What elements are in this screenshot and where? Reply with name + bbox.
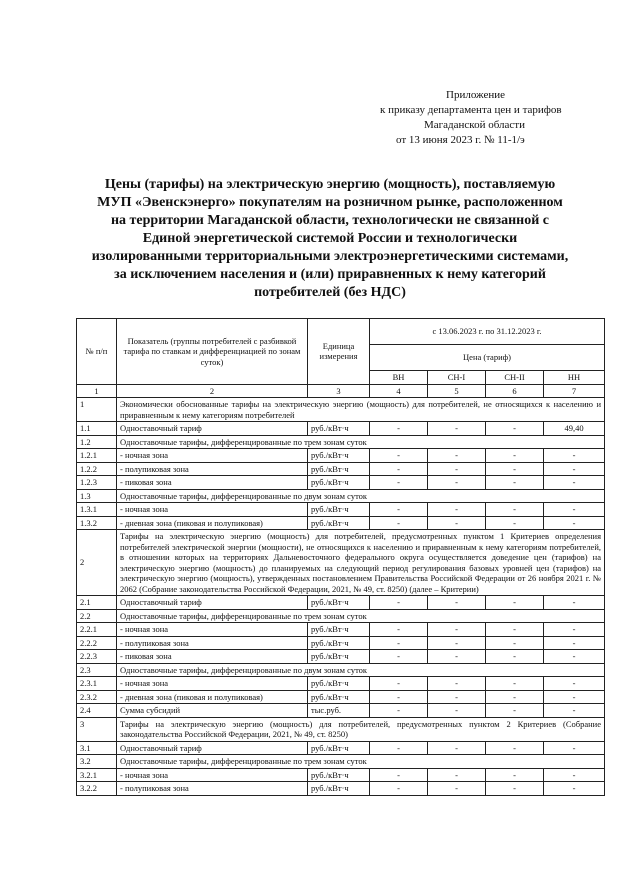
cell-sn2: - bbox=[486, 596, 544, 610]
row-number: 2 bbox=[77, 530, 117, 596]
cell-sn2: - bbox=[486, 462, 544, 476]
row-number: 3.2.2 bbox=[77, 782, 117, 796]
cell-sn1: - bbox=[428, 690, 486, 704]
row-number: 3.2.1 bbox=[77, 768, 117, 782]
cell-vn: - bbox=[370, 462, 428, 476]
cell-sn1: - bbox=[428, 782, 486, 796]
row-number: 1.2 bbox=[77, 435, 117, 449]
row-indicator: Одноставочные тарифы, дифференцированные по трем зонам суток bbox=[117, 609, 605, 623]
title-line-3: на территории Магаданской области, технологически не связанной с bbox=[110, 213, 550, 228]
cell-sn1: - bbox=[428, 596, 486, 610]
row-number: 2.2.2 bbox=[77, 636, 117, 650]
table-row bbox=[77, 476, 605, 490]
table-row bbox=[77, 516, 605, 530]
row-indicator: Одноставочные тарифы, дифференцированные по трем зонам суток bbox=[117, 755, 605, 769]
row-unit: руб./кВт·ч bbox=[308, 741, 370, 755]
cell-sn2: - bbox=[486, 636, 544, 650]
row-number: 2.3.1 bbox=[77, 677, 117, 691]
appendix-block bbox=[380, 88, 620, 148]
table-row bbox=[77, 489, 605, 503]
cell-sn2: - bbox=[486, 476, 544, 490]
row-indicator: Тарифы на электрическую энергию (мощность) для потребителей, предусмотренных пунктом 1 Критериев определения потребителей электрической энергии (мощности), не относящихся к населению и приравненным к нему категориям потребителей, в отношении которых на территориях Дальневосточного федерального округа осуществляется доведение цен (тарифов) на электрическую энергию (мощность) до планируемых на следующий период регулирования базовых уровней цен (тарифов) на электрическую энергию (мощность), утвержденных постановлением Правительства Российской Федерации от 26 ноября 2021 г. № 2062 (Собрание законодательства Российской Федерации, 2021, № 49, ст. 8250) (далее – Критерии) bbox=[117, 530, 605, 596]
row-indicator: - дневная зона (пиковая и полупиковая) bbox=[117, 516, 308, 530]
row-unit: тыс.руб. bbox=[308, 704, 370, 718]
row-unit: руб./кВт·ч bbox=[308, 623, 370, 637]
row-indicator: Одноставочный тариф bbox=[117, 741, 308, 755]
title-line-7: потребителей (без НДС) bbox=[254, 285, 406, 300]
row-indicator: Тарифы на электрическую энергию (мощность) для потребителей, предусмотренных пунктом 2 Критериев (Собрание законодательства Российской Федерации, 2021, № 49, ст. 8250) bbox=[117, 717, 605, 741]
cell-nn: - bbox=[544, 636, 605, 650]
cell-vn: - bbox=[370, 516, 428, 530]
row-number: 1.3.1 bbox=[77, 503, 117, 517]
table-row bbox=[77, 717, 605, 741]
cell-vn: - bbox=[370, 623, 428, 637]
cell-sn1: - bbox=[428, 476, 486, 490]
title-line-5: изолированными территориальными электроэнергетическими системами, bbox=[91, 249, 569, 264]
table-row bbox=[77, 677, 605, 691]
row-indicator: - полупиковая зона bbox=[117, 636, 308, 650]
cell-sn2: - bbox=[486, 422, 544, 436]
row-unit: руб./кВт·ч bbox=[308, 782, 370, 796]
row-indicator: Экономически обоснованные тарифы на электрическую энергию (мощность) для потребителей, не относящихся к населению и приравненным к нему категориям потребителей bbox=[117, 398, 605, 422]
row-unit: руб./кВт·ч bbox=[308, 596, 370, 610]
row-indicator: - ночная зона bbox=[117, 623, 308, 637]
cell-sn2: - bbox=[486, 704, 544, 718]
cell-sn1: - bbox=[428, 449, 486, 463]
cell-vn: - bbox=[370, 503, 428, 517]
table-row bbox=[77, 596, 605, 610]
cell-sn2: - bbox=[486, 782, 544, 796]
row-unit: руб./кВт·ч bbox=[308, 636, 370, 650]
colnum-1: 1 bbox=[77, 384, 117, 398]
cell-sn1: - bbox=[428, 516, 486, 530]
table-row bbox=[77, 741, 605, 755]
table-row bbox=[77, 663, 605, 677]
cell-vn: - bbox=[370, 636, 428, 650]
cell-nn: 49,40 bbox=[544, 422, 605, 436]
cell-sn1: - bbox=[428, 623, 486, 637]
colnum-2: 2 bbox=[117, 384, 308, 398]
row-unit: руб./кВт·ч bbox=[308, 449, 370, 463]
cell-vn: - bbox=[370, 596, 428, 610]
cell-sn2: - bbox=[486, 503, 544, 517]
cell-sn1: - bbox=[428, 768, 486, 782]
cell-nn: - bbox=[544, 623, 605, 637]
cell-sn1: - bbox=[428, 636, 486, 650]
row-number: 1.1 bbox=[77, 422, 117, 436]
tariff-table bbox=[76, 318, 605, 796]
cell-nn: - bbox=[544, 596, 605, 610]
row-unit: руб./кВт·ч bbox=[308, 650, 370, 664]
header-nn: НН bbox=[544, 371, 605, 385]
cell-sn2: - bbox=[486, 623, 544, 637]
row-indicator: Сумма субсидий bbox=[117, 704, 308, 718]
cell-nn: - bbox=[544, 476, 605, 490]
row-indicator: Одноставочный тариф bbox=[117, 422, 308, 436]
row-number: 1.2.2 bbox=[77, 462, 117, 476]
cell-vn: - bbox=[370, 476, 428, 490]
row-number: 1.2.1 bbox=[77, 449, 117, 463]
row-number: 1.3 bbox=[77, 489, 117, 503]
cell-vn: - bbox=[370, 449, 428, 463]
cell-nn: - bbox=[544, 782, 605, 796]
colnum-6: 6 bbox=[486, 384, 544, 398]
cell-nn: - bbox=[544, 768, 605, 782]
cell-sn2: - bbox=[486, 677, 544, 691]
colnum-7: 7 bbox=[544, 384, 605, 398]
cell-vn: - bbox=[370, 782, 428, 796]
title-line-6: за исключением населения и (или) приравненных к нему категорий bbox=[114, 267, 546, 282]
cell-sn1: - bbox=[428, 650, 486, 664]
header-price: Цена (тариф) bbox=[370, 345, 605, 371]
column-number-row bbox=[77, 384, 605, 398]
row-unit: руб./кВт·ч bbox=[308, 516, 370, 530]
cell-vn: - bbox=[370, 768, 428, 782]
colnum-3: 3 bbox=[308, 384, 370, 398]
header-unit: Единица измерения bbox=[308, 319, 370, 385]
cell-nn: - bbox=[544, 462, 605, 476]
row-number: 2.4 bbox=[77, 704, 117, 718]
row-indicator: - полупиковая зона bbox=[117, 462, 308, 476]
row-unit: руб./кВт·ч bbox=[308, 677, 370, 691]
cell-sn2: - bbox=[486, 516, 544, 530]
cell-sn1: - bbox=[428, 741, 486, 755]
table-row bbox=[77, 609, 605, 623]
row-number: 3.1 bbox=[77, 741, 117, 755]
row-indicator: Одноставочные тарифы, дифференцированные по двум зонам суток bbox=[117, 663, 605, 677]
table-row bbox=[77, 503, 605, 517]
cell-nn: - bbox=[544, 677, 605, 691]
title-line-1: Цены (тарифы) на электрическую энергию (мощность), поставляемую bbox=[104, 177, 556, 192]
row-indicator: - ночная зона bbox=[117, 677, 308, 691]
table-body bbox=[77, 398, 605, 796]
table-row bbox=[77, 422, 605, 436]
row-unit: руб./кВт·ч bbox=[308, 768, 370, 782]
cell-nn: - bbox=[544, 704, 605, 718]
row-unit: руб./кВт·ч bbox=[308, 476, 370, 490]
table-row bbox=[77, 768, 605, 782]
table-row bbox=[77, 755, 605, 769]
table-row bbox=[77, 435, 605, 449]
title-line-2: МУП «Эвенскэнерго» покупателям на розничном рынке, расположенном bbox=[97, 195, 563, 210]
row-number: 1 bbox=[77, 398, 117, 422]
cell-nn: - bbox=[544, 503, 605, 517]
header-num: № п/п bbox=[77, 319, 117, 385]
cell-vn: - bbox=[370, 690, 428, 704]
header-indicator: Показатель (группы потребителей с разбивкой тарифа по ставкам и дифференциацией по зонам суток) bbox=[117, 319, 308, 385]
table-row bbox=[77, 398, 605, 422]
colnum-4: 4 bbox=[370, 384, 428, 398]
row-number: 2.2 bbox=[77, 609, 117, 623]
row-number: 3.2 bbox=[77, 755, 117, 769]
row-indicator: - ночная зона bbox=[117, 503, 308, 517]
row-unit: руб./кВт·ч bbox=[308, 690, 370, 704]
cell-nn: - bbox=[544, 690, 605, 704]
appendix-line-4: от 13 июня 2023 г. № 11-1/э bbox=[396, 134, 525, 146]
row-number: 2.2.1 bbox=[77, 623, 117, 637]
cell-nn: - bbox=[544, 449, 605, 463]
appendix-line-2: к приказу департамента цен и тарифов bbox=[380, 104, 562, 116]
cell-vn: - bbox=[370, 677, 428, 691]
row-number: 1.3.2 bbox=[77, 516, 117, 530]
row-indicator: Одноставочный тариф bbox=[117, 596, 308, 610]
row-indicator: - полупиковая зона bbox=[117, 782, 308, 796]
document-title bbox=[60, 176, 600, 302]
row-number: 3 bbox=[77, 717, 117, 741]
cell-vn: - bbox=[370, 650, 428, 664]
title-line-4: Единой энергетической системой России и технологически bbox=[142, 231, 518, 246]
cell-sn1: - bbox=[428, 462, 486, 476]
row-indicator: - дневная зона (пиковая и полупиковая) bbox=[117, 690, 308, 704]
row-number: 2.2.3 bbox=[77, 650, 117, 664]
header-sn1: СН-I bbox=[428, 371, 486, 385]
table-row bbox=[77, 650, 605, 664]
row-indicator: Одноставочные тарифы, дифференцированные по трем зонам суток bbox=[117, 435, 605, 449]
cell-nn: - bbox=[544, 650, 605, 664]
appendix-line-3: Магаданской области bbox=[424, 119, 525, 131]
table-row bbox=[77, 530, 605, 596]
table-row bbox=[77, 623, 605, 637]
table-row bbox=[77, 782, 605, 796]
row-number: 1.2.3 bbox=[77, 476, 117, 490]
table-row bbox=[77, 704, 605, 718]
header-period: с 13.06.2023 г. по 31.12.2023 г. bbox=[370, 319, 605, 345]
header-sn2: СН-II bbox=[486, 371, 544, 385]
table-row bbox=[77, 449, 605, 463]
cell-nn: - bbox=[544, 516, 605, 530]
colnum-5: 5 bbox=[428, 384, 486, 398]
row-indicator: - ночная зона bbox=[117, 449, 308, 463]
cell-sn2: - bbox=[486, 768, 544, 782]
cell-vn: - bbox=[370, 704, 428, 718]
row-indicator: - ночная зона bbox=[117, 768, 308, 782]
cell-sn2: - bbox=[486, 741, 544, 755]
table-row bbox=[77, 636, 605, 650]
row-indicator: - пиковая зона bbox=[117, 650, 308, 664]
row-unit: руб./кВт·ч bbox=[308, 462, 370, 476]
cell-sn1: - bbox=[428, 503, 486, 517]
cell-sn2: - bbox=[486, 650, 544, 664]
table-row bbox=[77, 690, 605, 704]
row-unit: руб./кВт·ч bbox=[308, 503, 370, 517]
cell-sn2: - bbox=[486, 690, 544, 704]
row-number: 2.1 bbox=[77, 596, 117, 610]
row-number: 2.3 bbox=[77, 663, 117, 677]
appendix-line-1: Приложение bbox=[446, 89, 506, 101]
cell-sn2: - bbox=[486, 449, 544, 463]
row-number: 2.3.2 bbox=[77, 690, 117, 704]
cell-vn: - bbox=[370, 422, 428, 436]
row-indicator: - пиковая зона bbox=[117, 476, 308, 490]
row-indicator: Одноставочные тарифы, дифференцированные по двум зонам суток bbox=[117, 489, 605, 503]
header-vn: ВН bbox=[370, 371, 428, 385]
table-row bbox=[77, 462, 605, 476]
cell-vn: - bbox=[370, 741, 428, 755]
cell-nn: - bbox=[544, 741, 605, 755]
cell-sn1: - bbox=[428, 704, 486, 718]
row-unit: руб./кВт·ч bbox=[308, 422, 370, 436]
cell-sn1: - bbox=[428, 422, 486, 436]
cell-sn1: - bbox=[428, 677, 486, 691]
